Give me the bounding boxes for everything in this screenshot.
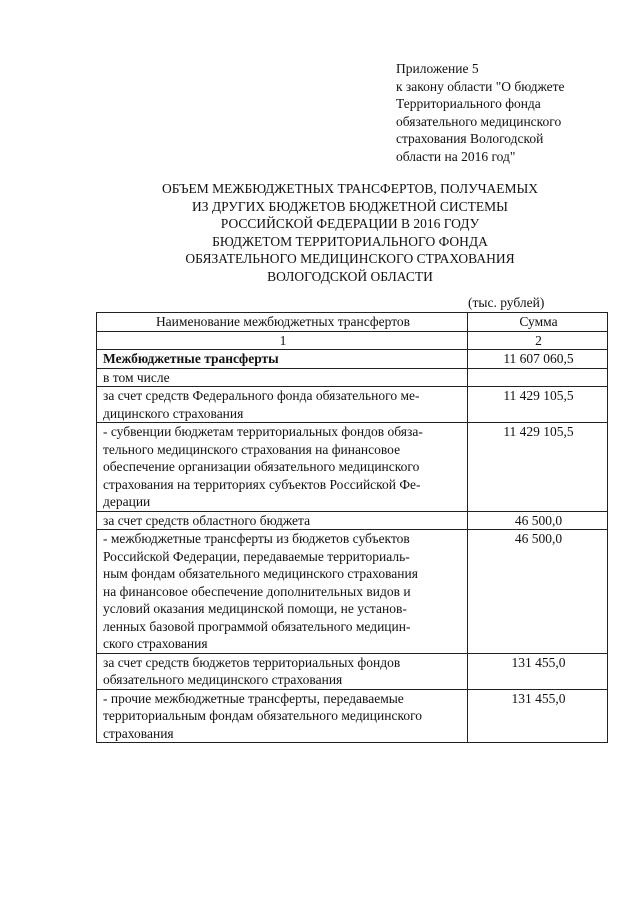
- title-line: ОБЪЕМ МЕЖБЮДЖЕТНЫХ ТРАНСФЕРТОВ, ПОЛУЧАЕМЫХ: [161, 181, 539, 196]
- column-number-sum: 2: [468, 331, 608, 350]
- transfer-sum-cell: 11 429 105,5: [468, 387, 608, 423]
- column-number-row: [97, 331, 608, 350]
- appendix-line: обязательного медицинского: [396, 113, 562, 129]
- table-header-row: [97, 313, 608, 332]
- transfer-name-cell: [97, 689, 468, 743]
- title-line: ОБЯЗАТЕЛЬНОГО МЕДИЦИНСКОГО СТРАХОВАНИЯ: [185, 251, 515, 266]
- table-row: [97, 511, 608, 530]
- transfer-name-line: обязательного медицинского страхования: [103, 672, 343, 687]
- transfer-name-line: условий оказания медицинской помощи, не установ-: [103, 601, 407, 616]
- transfer-name-line: обеспечение организации обязательного медицинского: [103, 459, 420, 474]
- transfer-sum-cell: 46 500,0: [468, 530, 608, 654]
- transfer-name-line: в том числе: [103, 369, 170, 385]
- header-sum-cell: Сумма: [468, 313, 608, 332]
- transfer-name-cell: [97, 530, 468, 654]
- transfer-name-line: - межбюджетные трансферты из бюджетов субъектов: [103, 531, 410, 546]
- appendix-note: [396, 60, 626, 165]
- title-line: РОССИЙСКОЙ ФЕДЕРАЦИИ В 2016 ГОДУ: [220, 216, 480, 231]
- table-row: [97, 653, 608, 689]
- transfer-sum-cell: 46 500,0: [468, 511, 608, 530]
- transfer-name-cell: [97, 368, 468, 387]
- transfer-sum-cell: 11 607 060,5: [468, 350, 608, 369]
- appendix-line: области на 2016 год": [396, 148, 516, 164]
- appendix-line: Территориального фонда: [396, 96, 541, 111]
- transfer-name-line: - прочие межбюджетные трансферты, передаваемые: [103, 690, 404, 706]
- appendix-line: страхования Вологодской: [396, 131, 544, 146]
- transfer-sum-cell: 11 429 105,5: [468, 423, 608, 512]
- transfer-name-line: за счет средств областного бюджета: [103, 512, 311, 528]
- transfer-sum-cell: 131 455,0: [468, 653, 608, 689]
- transfer-name-cell: [97, 511, 468, 530]
- title-line: ИЗ ДРУГИХ БЮДЖЕТОВ БЮДЖЕТНОЙ СИСТЕМЫ: [192, 198, 508, 214]
- transfer-name-line: дицинского страхования: [103, 405, 244, 421]
- table-row: [97, 423, 608, 512]
- transfers-table: [96, 312, 608, 743]
- transfer-name-line: страхования на территориях субъектов Российской Фе-: [103, 476, 421, 492]
- table-row: [97, 689, 608, 743]
- header-name-cell: Наименование межбюджетных трансфертов: [97, 313, 468, 332]
- transfer-name-line: территориальным фондам обязательного медицинского: [103, 708, 423, 723]
- transfer-name-line: тельного медицинского страхования на финансовое: [103, 441, 401, 457]
- transfer-name-line: за счет средств бюджетов территориальных фондов: [103, 654, 401, 670]
- transfer-name-line: ского страхования: [103, 636, 208, 651]
- table-row: [97, 530, 608, 654]
- transfer-name-cell: [97, 423, 468, 512]
- transfer-name-cell: [97, 653, 468, 689]
- transfer-name-line: Российской Федерации, передаваемые территориаль-: [103, 548, 410, 564]
- title-line: ВОЛОГОДСКОЙ ОБЛАСТИ: [267, 268, 433, 284]
- table-row: [97, 368, 608, 387]
- transfer-name-line: за счет средств Федерального фонда обязательного ме-: [103, 388, 420, 403]
- transfer-name-line: Межбюджетные трансферты: [103, 351, 279, 366]
- column-number-name: 1: [97, 331, 468, 350]
- document-title: [96, 180, 604, 285]
- appendix-line: Приложение 5: [396, 61, 479, 76]
- appendix-line: к закону области "О бюджете: [396, 78, 565, 94]
- transfer-name-line: на финансовое обеспечение дополнительных видов и: [103, 583, 411, 599]
- table-body: [97, 350, 608, 743]
- transfer-name-line: ленных базовой программой обязательного медицин-: [103, 618, 411, 634]
- title-line: БЮДЖЕТОМ ТЕРРИТОРИАЛЬНОГО ФОНДА: [212, 233, 488, 249]
- transfer-name-line: - субвенции бюджетам территориальных фондов обяза-: [103, 424, 423, 439]
- transfer-name-cell: [97, 387, 468, 423]
- transfer-name-line: ным фондам обязательного медицинского страхования: [103, 566, 418, 581]
- transfer-name-line: страхования: [103, 725, 174, 741]
- transfer-sum-cell: [468, 368, 608, 387]
- table-row: [97, 387, 608, 423]
- transfer-name-cell: [97, 350, 468, 369]
- transfer-name-line: дерации: [103, 494, 151, 509]
- table-row: [97, 350, 608, 369]
- transfer-sum-cell: 131 455,0: [468, 689, 608, 743]
- units-label: (тыс. рублей): [468, 295, 545, 310]
